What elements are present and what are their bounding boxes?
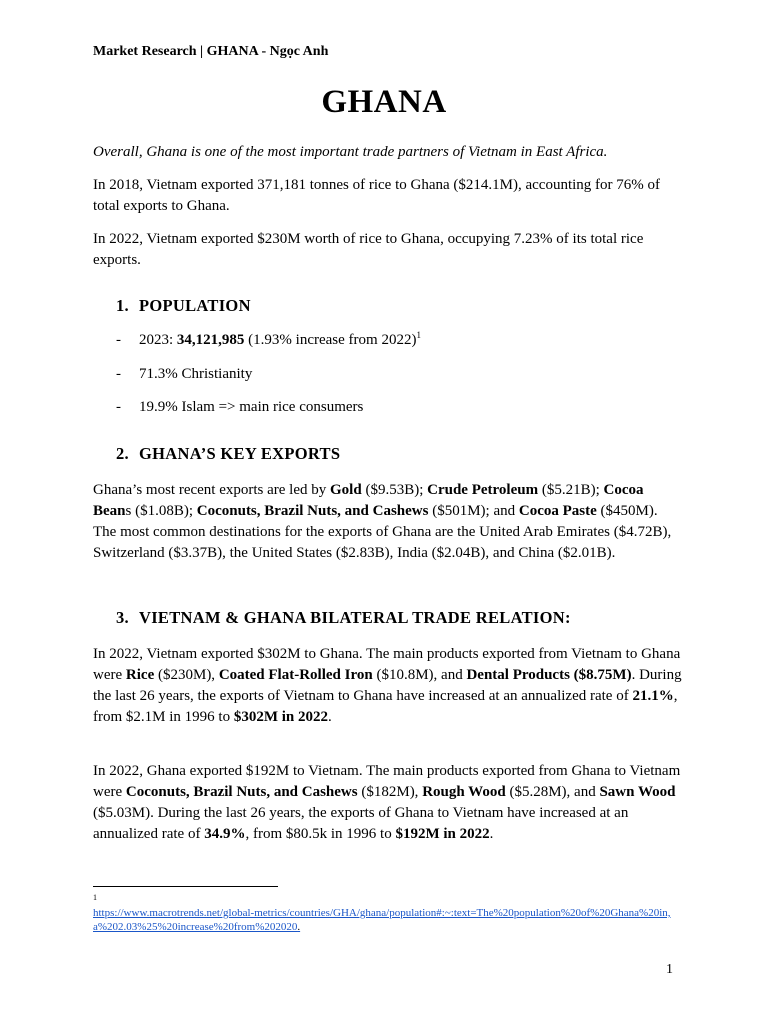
footnote-link[interactable]: https://www.macrotrends.net/global-metrics/countries/GHA/ghana/population#:~:text=The%20population%20of%20Ghana%20in,a%202.03%25%20increase%20from%202020 [93, 907, 671, 933]
population-bullet: - 2023: 34,121,985 (1.93% increase from 2022)$^1$ [116, 330, 421, 348]
rice-2022-paragraph: In 2022, Vietnam exported $230M worth of rice to Ghana, occupying 7.23% of its total rice exports. [93, 231, 644, 268]
section-title: GHANA’S KEY EXPORTS [139, 444, 341, 463]
ghana-to-vietnam-paragraph: In 2022, Ghana exported $192M to Vietnam. The main products exported from Ghana to Vietnam were Coconuts, Brazil Nuts, and Cashews ($182M), Rough Wood ($5.28M), and Sawn Wood ($5.03M). During the last 26 years, the exports of Ghana to Vietnam have increased at an annualized rate of 34.9%, from $80.5k in 1996 to $192M in 2022. [93, 763, 681, 842]
section-number: 2. [116, 444, 129, 463]
key-exports-paragraph: Ghana’s most recent exports are led by Gold ($9.53B); Crude Petroleum ($5.21B); Cocoa Beans ($1.08B); Coconuts, Brazil Nuts, and Cashews ($501M); and Cocoa Paste ($450M). The most common destinations for the exports of Ghana are the United Arab Emirates ($4.72B), Switzerland ($3.37B), the United States ($2.83B), India ($2.04B), and China ($2.01B). [93, 482, 672, 561]
vietnam-to-ghana-paragraph: In 2022, Vietnam exported $302M to Ghana. The main products exported from Vietnam to Ghana were Rice ($230M), Coated Flat-Rolled Iron ($10.8M), and Dental Products ($8.75M). During the last 26 years, the exports of Vietnam to Ghana have increased at an annualized rate of 21.1%, from $2.1M in 1996 to $302M in 2022. [93, 646, 682, 725]
section-heading-key-exports [116, 444, 340, 464]
section-number: 3. [116, 608, 129, 627]
section-title: VIETNAM & GHANA BILATERAL TRADE RELATION: [139, 608, 571, 627]
section-title: POPULATION [139, 296, 251, 315]
population-value: 34,121,985 [176, 332, 245, 348]
footnote-reference[interactable]: 1 [416, 330, 421, 340]
section-heading-population [116, 296, 251, 316]
islam-bullet: - 19.9% Islam => main rice consumers [116, 399, 364, 415]
intro-paragraph: Overall, Ghana is one of the most important trade partners of Vietnam in East Africa. [93, 144, 608, 160]
section-number: 1. [116, 296, 129, 315]
page-header: Market Research | GHANA - Ngọc Anh [93, 44, 329, 59]
footnote-entry: https://www.macrotrends.net/global-metrics/countries/GHA/ghana/population#:~:text=The%20population%20of%20Ghana%20in,a%202.03%25%20increase%20from%202020. [93, 907, 671, 933]
rice-2018-paragraph: In 2018, Vietnam exported 371,181 tonnes of rice to Ghana ($214.1M), accounting for 76% of total exports to Ghana. [93, 177, 661, 214]
page-number: 1 [666, 962, 673, 977]
section-heading-bilateral-trade [116, 608, 571, 628]
document-title: GHANA [321, 84, 447, 120]
footnote-separator [93, 886, 278, 887]
footnote-mark: 1 [93, 893, 97, 902]
christianity-bullet: - 71.3% Christianity [116, 366, 253, 382]
